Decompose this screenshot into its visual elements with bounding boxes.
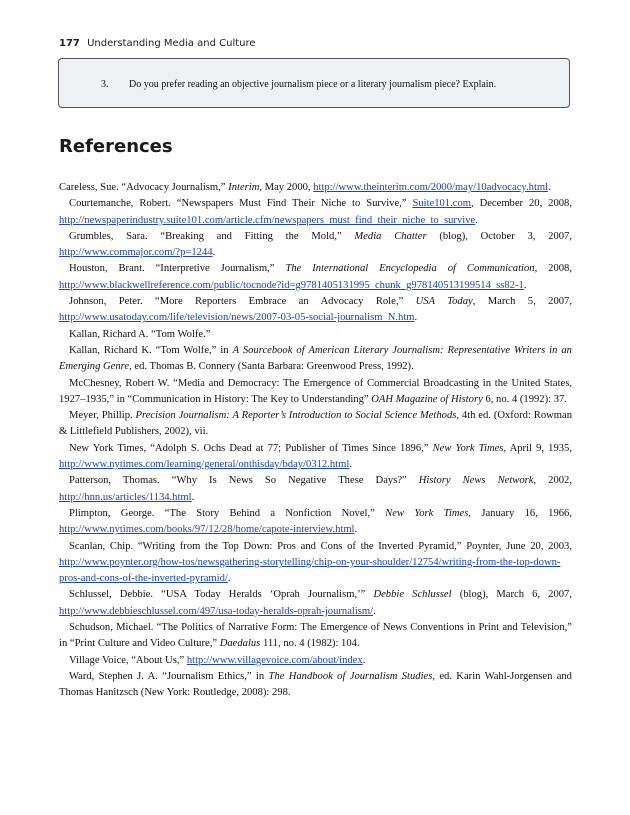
- reference-text: Scanlan, Chip. “Writing from the Top Down: Pros and Cons of the Inverted Pyramid,” Poynter, June 20, 2003,: [69, 540, 572, 552]
- reference-list: [59, 180, 572, 702]
- reference-title: A Sourcebook of American Literary Journalism: Representative Writers in an Emerging Genre: [59, 344, 572, 373]
- reference-entry: [59, 441, 572, 474]
- reference-text: .: [523, 279, 527, 291]
- reference-title: New York Times: [385, 507, 469, 519]
- question-number: 3.: [101, 79, 109, 90]
- page-number: 177: [59, 38, 80, 49]
- reference-text: Ward, Stephen J. A. “Journalism Ethics,” in: [69, 670, 269, 682]
- reference-entry: [59, 229, 572, 262]
- reference-link[interactable]: http://hnn.us/articles/1134.html: [59, 491, 192, 503]
- reference-entry: [59, 327, 572, 343]
- section-heading: References: [59, 136, 173, 157]
- reference-text: McChesney, Robert W. “Media and Democracy: The Emergence of Commercial Broadcasting in the United States, 1927–1935,” in “Communication in History: The Key to Understanding”: [59, 377, 572, 405]
- reference-text: , ed. Karin Wahl-Jorgensen and Thomas Hanitzsch (New York: Routledge, 2008): 298.: [59, 670, 572, 699]
- reference-link[interactable]: http://www.usatoday.com/life/television/news/2007-03-05-social-journalism_N.htm: [59, 312, 415, 324]
- reference-text: .: [212, 247, 216, 259]
- reference-link[interactable]: http://www.poynter.org/how-tos/newsgathering-storytelling/chip-on-your-shoulder/12754/writing-from-the-top-down-pros-and-cons-of-the-inverted-pyramid/: [59, 556, 561, 585]
- reference-link[interactable]: http://www.debbieschlussel.com/497/usa-today-heralds-oprah-journalism/: [59, 605, 374, 617]
- reference-link[interactable]: http://newspaperindustry.suite101.com/article.cfm/newspapers_must_find_their_niche_to_survive: [59, 214, 476, 226]
- reference-text: , 2008,: [534, 263, 572, 275]
- reference-link[interactable]: http://www.theinterim.com/2000/may/10advocacy.html: [313, 182, 549, 193]
- reference-title: OAH Magazine of History: [371, 393, 483, 405]
- reference-link[interactable]: http://www.villagevoice.com/about/index: [186, 654, 363, 666]
- reference-title: Daedalus: [219, 638, 261, 650]
- reference-link[interactable]: http://www.blackwellreference.com/public/tocnode?id=g9781405131995_chunk_g978140513199514_ss82-1: [59, 279, 524, 291]
- reference-link[interactable]: Suite101.com: [412, 198, 471, 210]
- reference-text: .: [349, 459, 352, 471]
- book-title: Understanding Media and Culture: [87, 38, 256, 49]
- reference-text: Grumbles, Sara. “Breaking and Fitting the Mold,”: [69, 230, 355, 242]
- reference-text: Village Voice, “About Us,”: [69, 654, 187, 666]
- reference-text: Patterson, Thomas. “Why Is News So Negative These Days?”: [69, 475, 419, 487]
- reference-entry: [59, 180, 572, 196]
- reference-text: .: [548, 182, 551, 193]
- reference-title: History News Network: [418, 475, 534, 487]
- reference-text: Schudson, Michael. “The Politics of Narrative Form: The Emergence of News Conventions in Print and Television,” in “Print Culture and Video Culture,”: [59, 622, 572, 650]
- reference-text: Courtemanche, Robert. “Newspapers Must Find Their Niche to Survive,”: [69, 198, 413, 210]
- reference-entry: [59, 196, 572, 229]
- reference-title: The Handbook of Journalism Studies: [268, 670, 433, 682]
- reference-link[interactable]: http://www.nytimes.com/learning/general/onthisday/bday/0312.html: [59, 459, 350, 471]
- reference-text: Kallan, Richard K. “Tom Wolfe,” in: [69, 344, 233, 356]
- reference-text: Plimpton, George. “The Story Behind a Nonfiction Novel,”: [69, 507, 386, 519]
- reference-title: USA Today: [415, 296, 473, 308]
- reference-entry: [59, 343, 572, 376]
- reference-text: Johnson, Peter. “More Reporters Embrace an Advocacy Role,”: [69, 296, 416, 308]
- running-head: [59, 38, 256, 49]
- reference-text: .: [191, 491, 195, 503]
- reference-title: Media Chatter: [354, 230, 427, 242]
- reference-entry: [59, 408, 572, 441]
- reference-text: New York Times, “Adolph S. Ochs Dead at 77; Publisher of Times Since 1896,”: [69, 442, 433, 454]
- reference-text: (blog), October 3, 2007,: [426, 230, 572, 242]
- reference-text: 6, no. 4 (1992): 37.: [482, 393, 567, 405]
- reference-entry: [59, 261, 572, 294]
- reference-text: Careless, Sue. “Advocacy Journalism,”: [59, 182, 229, 193]
- reference-text: , 4th ed. (Oxford: Rowman & Littlefield Publishers, 2002), vii.: [59, 410, 573, 438]
- reference-text: , March 5, 2007,: [472, 296, 572, 308]
- reference-entry: [59, 620, 572, 653]
- reference-text: , April 9, 1935,: [503, 442, 572, 454]
- question-text: Do you prefer reading an objective journalism piece or a literary journalism piece? Explain.: [129, 79, 497, 90]
- reference-text: (blog), March 6, 2007,: [451, 589, 573, 601]
- reference-text: , 2002,: [533, 475, 573, 487]
- reference-text: .: [373, 605, 376, 617]
- reference-text: , December 20, 2008,: [471, 198, 572, 210]
- reference-entry: [59, 669, 572, 702]
- reference-entry: [59, 539, 572, 588]
- reference-entry: [59, 294, 572, 327]
- reference-text: .: [227, 573, 231, 585]
- reference-text: , January 16, 1966,: [468, 507, 572, 519]
- reference-entry: [59, 587, 572, 620]
- reference-title: New York Times: [432, 442, 504, 454]
- reference-title: Debbie Schlussel: [373, 589, 452, 601]
- reference-text: .: [362, 654, 366, 666]
- reference-link[interactable]: http://www.commajor.com/?p=1244: [59, 247, 213, 259]
- reference-entry: [59, 506, 572, 539]
- reference-title: The International Encyclopedia of Communication: [285, 263, 535, 275]
- reference-text: , ed. Thomas B. Connery (Santa Barbara: Greenwood Press, 1992).: [129, 361, 414, 373]
- reference-text: Schlussel, Debbie. “USA Today Heralds ‘Oprah Journalism,’”: [69, 589, 374, 601]
- reference-text: .: [414, 312, 418, 324]
- reference-text: Meyer, Phillip.: [69, 410, 136, 422]
- reference-text: 111, no. 4 (1982): 104.: [260, 638, 360, 650]
- reference-text: Kallan, Richard A. “Tom Wolfe.”: [69, 328, 211, 340]
- reference-link[interactable]: http://www.nytimes.com/books/97/12/28/home/capote-interview.html: [59, 524, 355, 536]
- reference-title: Precision Journalism: A Reporter’s Introduction to Social Science Methods: [135, 410, 457, 422]
- reference-text: Houston, Brant. “Interpretive Journalism,”: [69, 263, 286, 275]
- reference-text: .: [354, 524, 358, 536]
- reference-entry: [59, 376, 572, 409]
- reference-entry: [59, 653, 572, 669]
- question-box: [58, 58, 570, 108]
- reference-title: Interim: [228, 182, 260, 193]
- reference-entry: [59, 473, 572, 506]
- reference-text: .: [475, 214, 478, 226]
- reference-text: , May 2000,: [259, 182, 314, 193]
